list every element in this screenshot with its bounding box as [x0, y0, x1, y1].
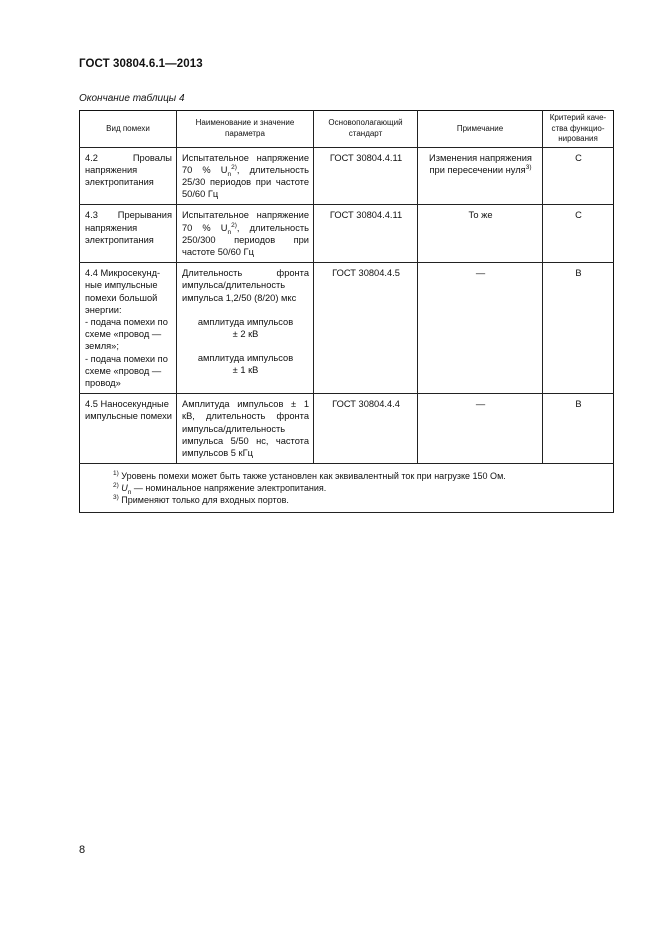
- footnote-mark: 3): [113, 494, 119, 502]
- col-header-parameter-line2: параметра: [225, 128, 265, 138]
- col-header-criterion-line3: нирования: [558, 134, 598, 143]
- type-line: земля»;: [85, 341, 119, 352]
- amplitude-label-2: амплитуда импульсов: [197, 353, 294, 364]
- col-header-type: [80, 111, 177, 148]
- table-row: [80, 394, 614, 464]
- footnote-text: — номинальное напряжение электропитания.: [131, 483, 327, 494]
- spacer: [182, 340, 309, 352]
- cell-criterion: B: [543, 394, 614, 464]
- param-subscript: n: [227, 228, 232, 236]
- amplitude-value-2: ± 1 кВ: [232, 365, 259, 376]
- col-header-standard: [314, 111, 418, 148]
- param-footnote-ref: 2): [231, 221, 237, 229]
- footnote-mark: 2): [113, 482, 119, 490]
- page-number: 8: [79, 844, 86, 856]
- footnotes: [80, 464, 614, 513]
- amplitude-label-1: амплитуда импульсов: [197, 316, 294, 327]
- col-header-note: [418, 111, 543, 148]
- col-header-standard-line1: Основополагающий: [328, 118, 403, 128]
- col-header-parameter: [177, 111, 314, 148]
- type-line: помехи большой: [85, 292, 158, 303]
- table-header-row: [80, 111, 614, 148]
- document-code: ГОСТ 30804.6.1—2013: [79, 58, 203, 70]
- param-text-cont: , длительность 25/30 периодов при частоте 50/60 Гц: [182, 164, 309, 200]
- cell-note: То же: [418, 205, 543, 263]
- cell-type: [80, 263, 177, 394]
- note-text: Изменения напряжения при пересечении нуля: [429, 152, 532, 175]
- col-header-criterion: [543, 111, 614, 148]
- table-caption: Окончание таблицы 4: [79, 93, 185, 104]
- param-text-cont: , длительность 250/300 периодов при частоте 50/60 Гц: [182, 222, 309, 257]
- cell-standard: ГОСТ 30804.4.5: [314, 263, 418, 394]
- cell-parameter: [177, 147, 314, 205]
- col-header-criterion-line1: Критерий каче-: [549, 113, 607, 122]
- footnote-2: [113, 482, 609, 494]
- type-line: энергии:: [85, 304, 122, 315]
- table-row: [80, 147, 614, 205]
- type-line: схеме «провод —: [85, 329, 162, 340]
- table-row: [80, 263, 614, 394]
- footnote-symbol: U: [121, 483, 128, 494]
- type-line: 4.4 Микросекунд-: [85, 268, 161, 279]
- cell-parameter: Амплитуда импульсов ± 1 кВ, длительность фронта импульса/длительность импульса 5/50 нс, частота импульсов 5 кГц: [177, 394, 314, 464]
- footnote-text: Уровень помехи может быть также установлен как эквивалентный ток при нагрузке 150 Ом.: [118, 471, 506, 482]
- cell-criterion: C: [543, 147, 614, 205]
- type-line: схеме «провод —: [85, 365, 162, 376]
- footnote-subscript: n: [127, 488, 132, 496]
- param-text: Испытательное напряжение 70 % U: [182, 210, 309, 233]
- col-header-standard-line2: стандарт: [348, 128, 383, 138]
- footnote-mark: 1): [113, 470, 119, 478]
- cell-type: 4.2 Провалы напряжения электропитания: [80, 147, 177, 205]
- col-header-note-label: Примечание: [456, 123, 504, 133]
- footnote-text: Применяют только для входных портов.: [118, 495, 289, 506]
- type-line: - подача помехи по: [85, 316, 168, 327]
- cell-criterion: C: [543, 205, 614, 263]
- cell-type: 4.5 Наносекундные импульсные помехи: [80, 394, 177, 464]
- table-row: [80, 205, 614, 263]
- note-footnote-ref: 3): [525, 163, 532, 171]
- footnotes-row: [80, 464, 614, 513]
- type-line: - подача помехи по: [85, 353, 168, 364]
- cell-parameter: [177, 205, 314, 263]
- interference-table: [79, 110, 614, 513]
- amplitude-value-1: ± 2 кВ: [232, 328, 259, 339]
- col-header-type-label: Вид помехи: [106, 123, 150, 133]
- cell-note: —: [418, 394, 543, 464]
- type-line: ные импульсные: [85, 280, 158, 291]
- param-footnote-ref: 2): [231, 163, 237, 171]
- spacer: [182, 304, 309, 316]
- param-main-text: Длительность фронта импульса/длительность импульса 1,2/50 (8/20) мкс: [182, 268, 309, 303]
- col-header-parameter-line1: Наименование и значение: [195, 118, 295, 128]
- param-text: Испытательное напряжение 70 % U: [182, 152, 309, 175]
- cell-note: [418, 147, 543, 205]
- cell-standard: ГОСТ 30804.4.11: [314, 205, 418, 263]
- col-header-criterion-line2: ства функцио-: [551, 123, 605, 133]
- param-subscript: n: [227, 170, 232, 178]
- cell-standard: ГОСТ 30804.4.11: [314, 147, 418, 205]
- cell-note: —: [418, 263, 543, 394]
- footnote-1: [113, 470, 609, 482]
- footnote-3: [113, 494, 609, 506]
- cell-parameter: [177, 263, 314, 394]
- type-line: провод»: [85, 377, 121, 388]
- cell-type: 4.3 Прерывания напряжения электропитания: [80, 205, 177, 263]
- cell-criterion: B: [543, 263, 614, 394]
- cell-standard: ГОСТ 30804.4.4: [314, 394, 418, 464]
